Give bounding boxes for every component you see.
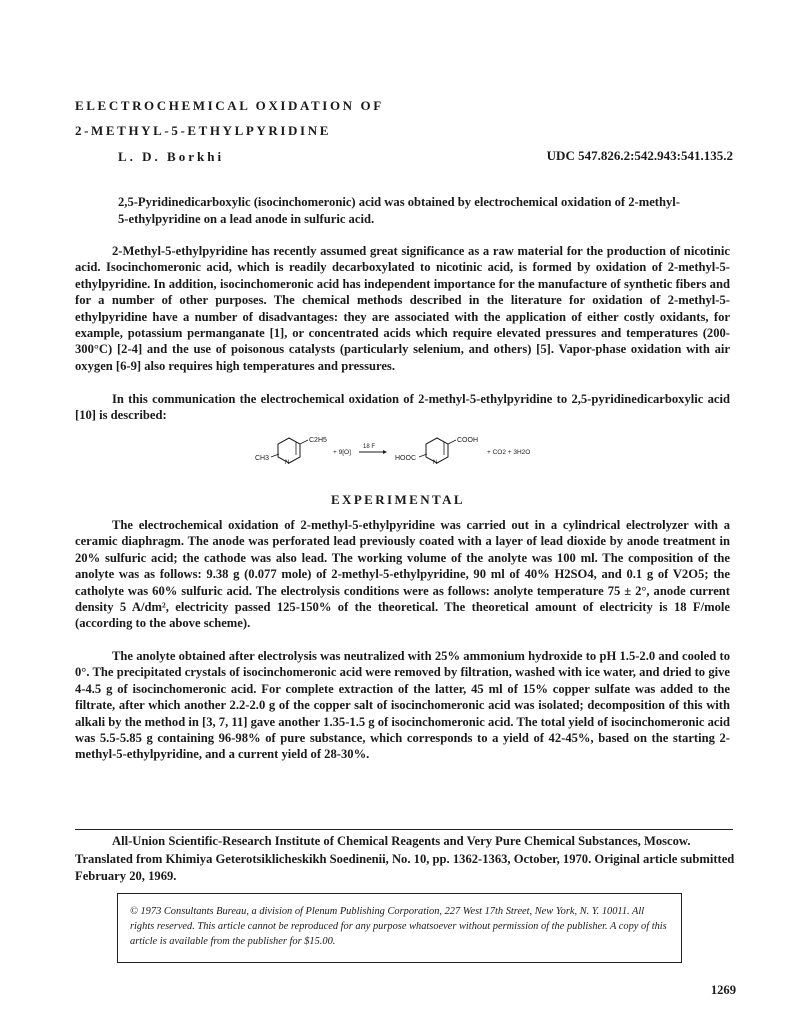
intro-paragraph-1: 2-Methyl-5-ethylpyridine has recently assumed great significance as a raw material for the production of nicotinic acid. Isocinchomeronic acid, which is readily decarboxylated to nicotinic acid, is formed by oxidation of 2-methyl-5-ethylpyridine. In addition, isocinchomeronic acid has independent importance for the manufacture of synthetic fibers and for a number of other purposes. The chemical methods described in the literature for oxidation of 2-methyl-5-ethylpyridine have a number of disadvantages: they are associated with the application of either costly oxidants, for example, potassium permanganate [1], or concentrated acids which require elevated pressures and temperatures (200-300°C) [2-4] and the use of poisonous catalysts (particularly selenium, and others) [5]. Vapor-phase oxidation with air oxygen [6-9] also requires high temperatures and pressures. <box>75 244 730 373</box>
ethyl-label: C2H5 <box>309 437 327 444</box>
page-number: 1269 <box>710 983 736 997</box>
affiliation-footer: All-Union Scientific-Research Institute of Chemical Reagents and Very Pure Chemical Substances, Moscow. Translated from Khimiya Geterotsiklicheskikh Soedinenii, No. 10, pp. 1362-1363, October, 1970. Original article submitted February 20, 1969. <box>75 834 735 883</box>
copyright-text: © 1973 Consultants Bureau, a division of Plenum Publishing Corporation, 227 West 17th Street, New York, N. Y. 10011. All rights reserved. This article cannot be reproduced for any purpose whatsoever without permission of the publisher. A copy of this article is available from the publisher for $15.00. <box>130 906 667 947</box>
intro-paragraph-2: In this communication the electrochemical oxidation of 2-methyl-5-ethylpyridine to 2,5-pyridinedicarboxylic acid [10] is described: <box>75 392 730 423</box>
footer-divider <box>75 829 733 830</box>
udc-code: UDC 547.826.2:542.943:541.135.2 <box>546 148 733 163</box>
copyright-box <box>117 893 682 963</box>
cooh-label: COOH <box>457 437 478 444</box>
abstract: 2,5-Pyridinedicarboxylic (isocinchomeronic) acid was obtained by electrochemical oxidation of 2-methyl-5-ethylpyridine on a lead anode in sulfuric acid. <box>118 195 680 226</box>
methyl-label: CH3 <box>255 455 270 462</box>
ring-nitrogen-1: N <box>285 460 290 466</box>
ring-nitrogen-2: N <box>433 460 438 466</box>
author-name: L. D. Borkhi <box>118 149 225 164</box>
experimental-paragraph-1: The electrochemical oxidation of 2-methyl-5-ethylpyridine was carried out in a cylindrical electrolyzer with a ceramic diaphragm. The anode was perforated lead previously coated with a layer of lead dioxide by anode treatment in 20% sulfuric acid; the cathode was also lead. The working volume of the anolyte was 100 ml. The composition of the anolyte was as follows: 9.38 g (0.077 mole) of 2-methyl-5-ethylpyridine, 90 ml of 40% H2SO4, and 0.1 g of V2O5; the catholyte was 60% sulfuric acid. The electrolysis conditions were as follows: anolyte temperature 75 ± 2°, anode current density 5 A/dm², electricity passed 125-150% of the theoretical. The theoretical amount of electricity is 18 F/mole (according to the above scheme). <box>75 518 730 631</box>
article-title-line1: ELECTROCHEMICAL OXIDATION OF <box>75 98 384 113</box>
arrow-label: 18 F <box>363 444 376 450</box>
experimental-paragraph-2: The anolyte obtained after electrolysis was neutralized with 25% ammonium hydroxide to pH 1.5-2.0 and cooled to 0°. The precipitated crystals of isocinchomeronic acid were removed by filtration, washed with ice water, and dried to give 4-4.5 g of isocinchomeronic acid. For complete extraction of the latter, 45 ml of 15% copper sulfate was added to the filtrate, after which another 2.2-2.0 g of the copper salt of isocinchomeronic acid was isolated; decomposition of this with alkali by the method in [3, 7, 11] gave another 1.35-1.5 g of isocinchomeronic acid. The total yield of isocinchomeronic acid was 5.5-5.85 g containing 96-98% of pure substance, which corresponds to a yield of 42-45%, based on the starting 2-methyl-5-ethylpyridine, and a current yield of 28-30%. <box>75 649 730 762</box>
experimental-heading: EXPERIMENTAL <box>330 492 465 507</box>
reaction-scheme <box>255 430 565 470</box>
oxygen-term: + 9[O] <box>333 449 351 456</box>
products-label: + CO2 + 3H2O <box>487 449 531 456</box>
hooc-label: HOOC <box>395 455 416 462</box>
article-title-line2: 2-METHYL-5-ETHYLPYRIDINE <box>75 123 331 138</box>
